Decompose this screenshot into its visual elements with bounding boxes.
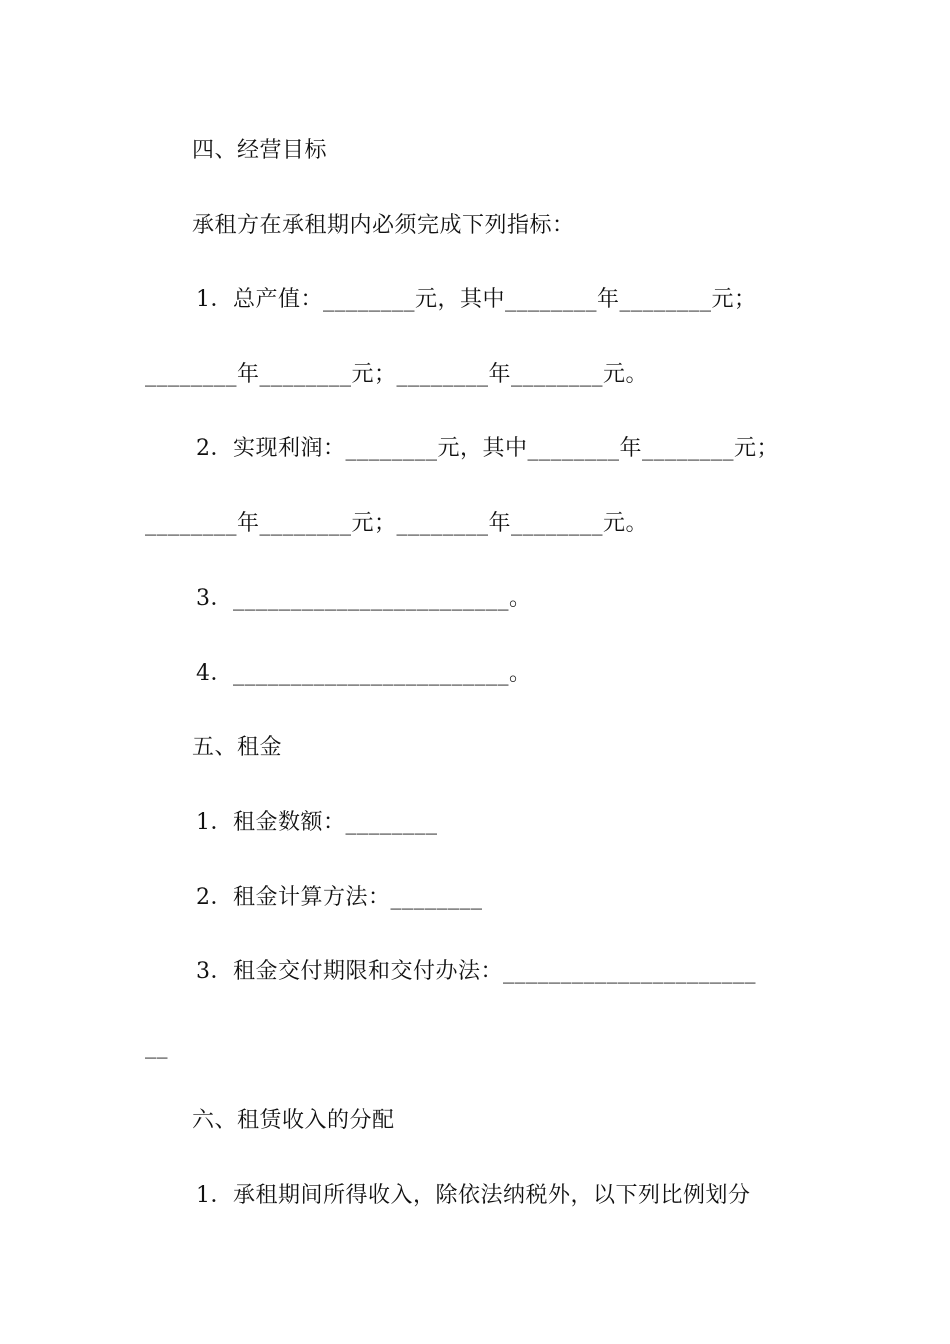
item-income-split: 1．承租期间所得收入，除依法纳税外，以下列比例划分 (196, 1183, 751, 1208)
section-heading-business-goals: 四、经营目标 (192, 138, 328, 163)
item-rent-payment-continued: __ (145, 1034, 168, 1059)
item-profit-continued: ________年________元；________年________元。 (145, 511, 649, 536)
item-total-output: 1．总产值：________元，其中________年________元； (196, 287, 757, 312)
item-rent-calculation: 2．租金计算方法：________ (196, 885, 483, 910)
paragraph-indicators-intro: 承租方在承租期内必须完成下列指标： (192, 213, 575, 238)
item-rent-amount: 1．租金数额：________ (196, 810, 438, 835)
section-heading-income-distribution: 六、租赁收入的分配 (192, 1108, 395, 1133)
item-rent-payment: 3．租金交付期限和交付办法：______________________ (196, 959, 756, 984)
item-total-output-continued: ________年________元；________年________元。 (145, 362, 649, 387)
item-profit: 2．实现利润：________元，其中________年________元； (196, 436, 779, 461)
item-4-blank: 4．________________________。 (196, 661, 532, 686)
item-3-blank: 3．________________________。 (196, 586, 532, 611)
section-heading-rent: 五、租金 (192, 735, 283, 760)
